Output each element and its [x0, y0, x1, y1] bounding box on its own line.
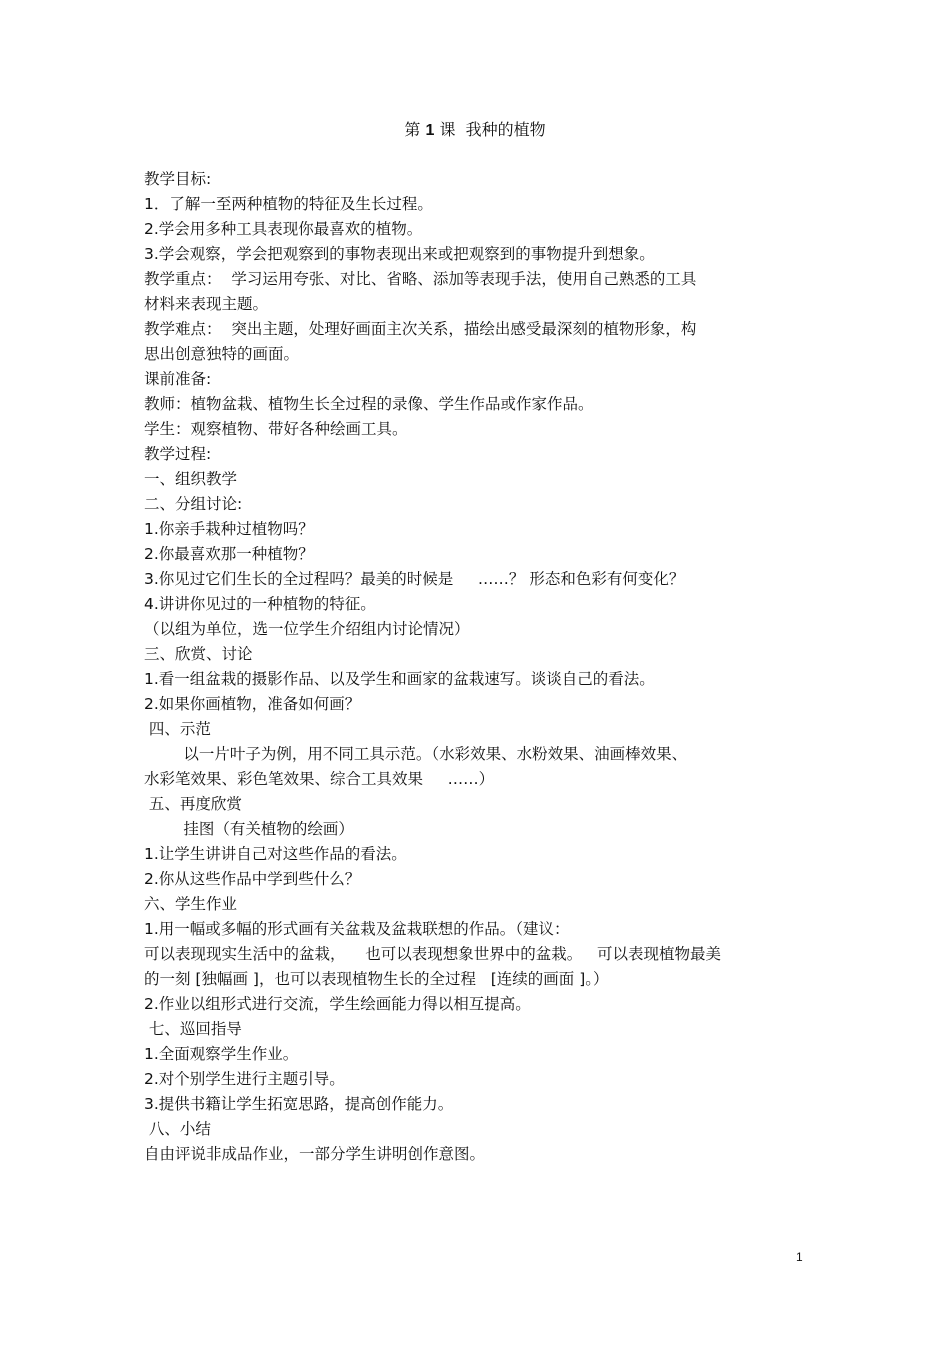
- text-line: 3.你见过它们生长的全过程吗？最美的时候是 ……？ 形态和色彩有何变化？: [144, 570, 685, 588]
- text-line: 以一片叶子为例，用不同工具示范。（水彩效果、水粉效果、油画棒效果、: [144, 745, 688, 763]
- text-line: 的一刻 [独幅画 ]，也可以表现植物生长的全过程 [连续的画面 ]。）: [144, 970, 609, 988]
- text-line: 八、小结: [144, 1120, 211, 1138]
- text-line: 挂图（有关植物的绘画）: [144, 820, 354, 838]
- text-line: 2.学会用多种工具表现你最喜欢的植物。: [144, 220, 423, 238]
- text-line: 2.你从这些作品中学到些什么？: [144, 870, 361, 888]
- text-line: 3.提供书籍让学生拓宽思路，提高创作能力。: [144, 1095, 454, 1113]
- text-line: 教师：植物盆栽、植物生长全过程的录像、学生作品或作家作品。: [144, 395, 594, 413]
- text-line: 2.作业以组形式进行交流，学生绘画能力得以相互提高。: [144, 995, 531, 1013]
- text-line: 1.用一幅或多幅的形式画有关盆栽及盆栽联想的作品。（建议：: [144, 920, 570, 938]
- lesson-number: 1: [425, 122, 435, 139]
- page-number: 1: [796, 1250, 803, 1264]
- text-line: （以组为单位，选一位学生介绍组内讨论情况）: [144, 620, 470, 638]
- text-line: 三、欣赏、讨论: [144, 645, 253, 663]
- text-line: 4.讲讲你见过的一种植物的特征。: [144, 595, 376, 613]
- text-line: 2.如果你画植物，准备如何画？: [144, 695, 361, 713]
- text-line: 1.全面观察学生作业。: [144, 1045, 299, 1063]
- text-line: 自由评说非成品作业，一部分学生讲明创作意图。: [144, 1145, 486, 1163]
- text-line: 教学难点： 突出主题，处理好画面主次关系，描绘出感受最深刻的植物形象，构: [144, 320, 697, 338]
- text-line: 2.对个别学生进行主题引导。: [144, 1070, 345, 1088]
- text-line: 五、再度欣赏: [144, 795, 242, 813]
- text-line: 3.学会观察，学会把观察到的事物表现出来或把观察到的事物提升到想象。: [144, 245, 655, 263]
- text-line: 1．了解一至两种植物的特征及生长过程。: [144, 195, 433, 213]
- text-line: 水彩笔效果、彩色笔效果、综合工具效果 ……）: [144, 770, 495, 788]
- text-line: 教学过程:: [144, 445, 212, 463]
- text-line: 1.让学生讲讲自己对这些作品的看法。: [144, 845, 407, 863]
- text-line: 教学重点： 学习运用夸张、对比、省略、添加等表现手法，使用自己熟悉的工具: [144, 270, 697, 288]
- text-line: 一、组织教学: [144, 470, 238, 488]
- lesson-plan-body: [144, 167, 804, 1167]
- lesson-suffix: 课: [439, 120, 456, 139]
- text-line: 材料来表现主题。: [144, 295, 269, 313]
- text-line: 1.看一组盆栽的摄影作品、以及学生和画家的盆栽速写。谈谈自己的看法。: [144, 670, 655, 688]
- text-line: 1.你亲手栽种过植物吗？: [144, 520, 314, 538]
- text-line: 二、分组讨论:: [144, 495, 243, 513]
- text-line: 学生：观察植物、带好各种绘画工具。: [144, 420, 408, 438]
- text-line: 2.你最喜欢那一种植物？: [144, 545, 314, 563]
- lesson-name: 我种的植物: [465, 120, 546, 139]
- lesson-title: [0, 118, 950, 143]
- text-line: 四、示范: [144, 720, 211, 738]
- text-line: 七、巡回指导: [144, 1020, 242, 1038]
- lesson-prefix: 第: [404, 120, 421, 139]
- text-line: 可以表现现实生活中的盆栽， 也可以表现想象世界中的盆栽。 可以表现植物最美: [144, 945, 721, 963]
- text-line: 教学目标:: [144, 170, 212, 188]
- text-line: 六、学生作业: [144, 895, 238, 913]
- text-line: 思出创意独特的画面。: [144, 345, 300, 363]
- text-line: 课前准备:: [144, 370, 212, 388]
